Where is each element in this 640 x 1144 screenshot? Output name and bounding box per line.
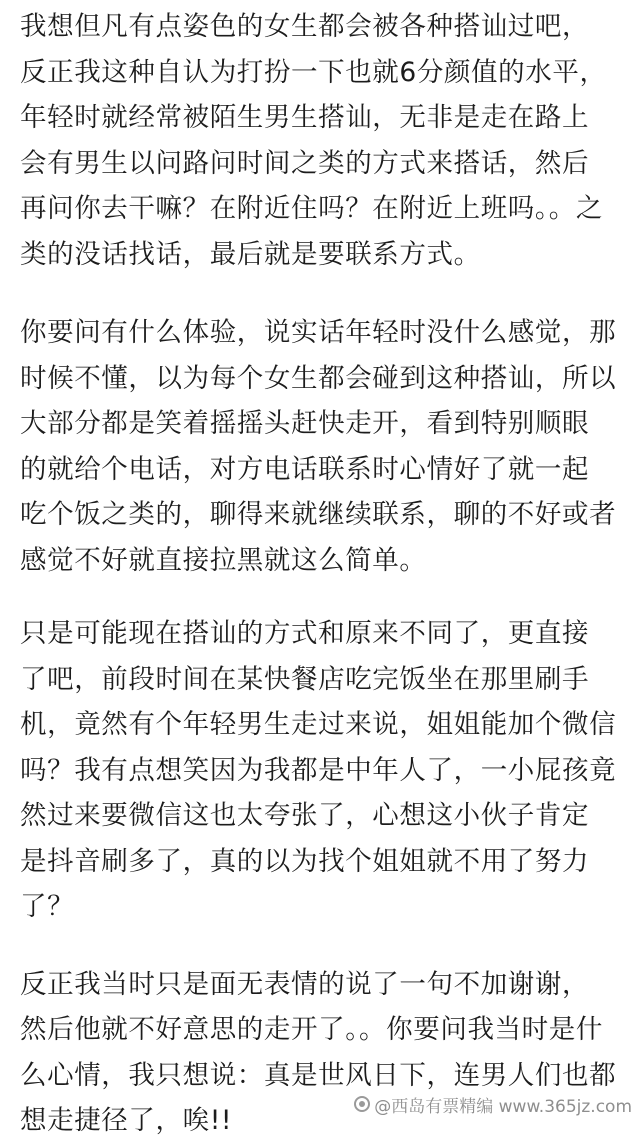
watermark-logo-icon [354,1096,370,1112]
text-line: 是抖音刷多了，真的以为找个姐姐就不用了努力 [20,845,590,877]
text-line: 想走捷径了，唉!! [20,1105,233,1136]
text-line: 的就给个电话，对方电话联系时心情好了就一起 [20,453,590,485]
paragraph-1 [20,4,620,277]
text-line: 你要问有什么体验，说实话年轻时没什么感觉，那 [20,317,617,348]
paragraph-3 [20,611,620,930]
text-line: 年轻时就经常被陌生男生搭讪，无非是走在路上 [20,102,590,133]
text-line: 了吧，前段时间在某快餐店吃完饭坐在那里刷手 [20,663,590,695]
text-line: 会有男生以问路问时间之类的方式来搭话，然后 [20,147,590,179]
text-line: 类的没话找话，最后就是要联系方式。 [20,238,481,270]
text-line: 再问你去干嘛？在附近住吗？在附近上班吗。。之 [20,193,603,224]
text-line: 反正我这种自认为打扮一下也就6分颜值的水平， [20,56,607,88]
text-line: 了？ [20,891,75,922]
paragraph-2 [20,310,620,583]
watermark-text: @西岛有票精编 www.365jz.com [374,1096,632,1117]
text-line: 我想但凡有点姿色的女生都会被各种搭讪过吧， [20,11,590,42]
text-line: 大部分都是笑着摇摇头赶快走开，看到特别顺眼 [20,408,590,439]
text-line: 只是可能现在搭讪的方式和原来不同了，更直接 [20,618,590,649]
watermark [350,1090,636,1118]
text-line: 然后他就不好意思的走开了。。你要问我当时是什 [20,1014,603,1045]
text-line: 时候不懂，以为每个女生都会碰到这种搭讪，所以 [20,362,617,394]
text-line: 感觉不好就直接拉黑就这么简单。 [20,544,427,576]
text-line: 吗？我有点想笑因为我都是中年人了，一小屁孩竟 [20,754,617,786]
text-line: 反正我当时只是面无表情的说了一句不加谢谢， [20,968,590,1000]
text-line: 然过来要微信这也太夸张了，心想这小伙子肯定 [20,800,590,831]
text-line: 吃个饭之类的，聊得来就继续联系，聊的不好或者 [20,499,617,530]
text-line: 机，竟然有个年轻男生走过来说，姐姐能加个微信 [20,709,617,740]
text-line: 么心情，我只想说：真是世风日下，连男人们也都 [20,1059,617,1091]
